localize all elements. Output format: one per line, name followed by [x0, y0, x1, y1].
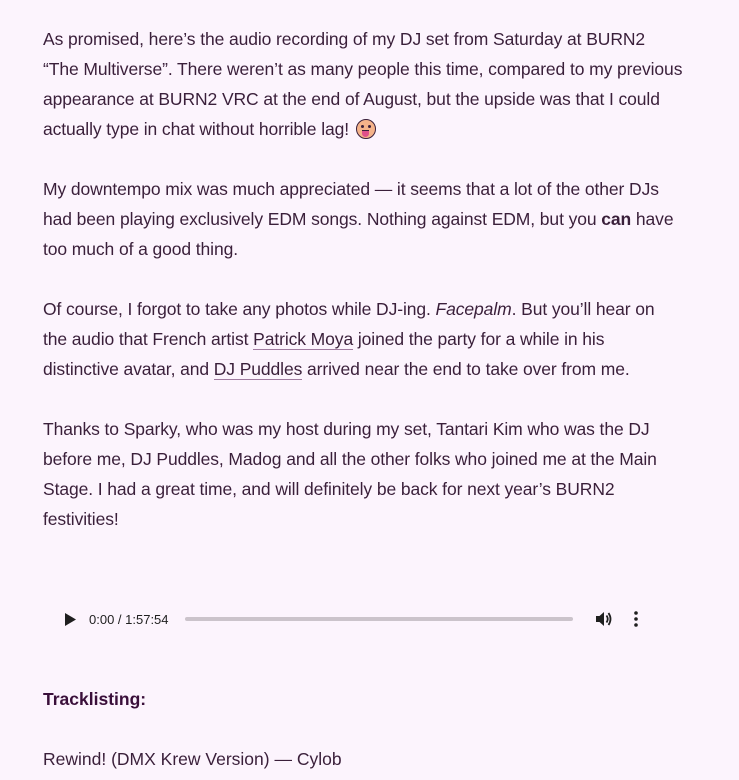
paragraph-3-text-a: Of course, I forgot to take any photos while DJ-ing.: [43, 299, 436, 319]
paragraph-3-text-d: arrived near the end to take over from me.: [302, 359, 630, 379]
paragraph-1-text: As promised, here’s the audio recording of my DJ set from Saturday at BURN2 “The Multiverse”. There weren’t as many people this time, compared to my previous appearance at BURN2 VRC at the end of August, but the upside was that I could actually type in chat without horrible lag!: [43, 29, 683, 139]
volume-button[interactable]: [595, 610, 613, 628]
paragraph-3: [43, 294, 683, 384]
paragraph-2-bold: can: [601, 209, 632, 229]
audio-player[interactable]: [43, 596, 663, 642]
paragraph-2: [43, 174, 683, 264]
audio-time: 0:00 / 1:57:54: [89, 611, 169, 627]
more-options-button[interactable]: [627, 610, 645, 628]
face-with-tongue-emoji-icon: [356, 119, 376, 139]
play-button[interactable]: [63, 612, 77, 626]
paragraph-2-text-before: My downtempo mix was much appreciated — it seems that a lot of the other DJs had been playing exclusively EDM songs. Nothing against EDM, but you: [43, 179, 659, 229]
audio-progress-bar[interactable]: [185, 617, 573, 621]
link-dj-puddles[interactable]: DJ Puddles: [213, 359, 303, 379]
tracklist-heading: Tracklisting:: [43, 689, 147, 709]
more-options-icon: [634, 611, 638, 627]
play-icon: [65, 613, 76, 626]
paragraph-4-text: Thanks to Sparky, who was my host during my set, Tantari Kim who was the DJ before me, DJ Puddles, Madog and all the other folks who joined me at the Main Stage. I had a great time, and will definitely be back for next year’s BURN2 festivities!: [43, 419, 657, 529]
paragraph-3-text-b: . But you’ll hear on the audio that French artist: [43, 299, 655, 349]
volume-icon: [596, 611, 613, 627]
paragraph-3-italic: Facepalm: [435, 299, 512, 319]
track-item: Rewind! (DMX Krew Version) — Cylob: [43, 749, 342, 769]
paragraph-2-text-after: have too much of a good thing.: [43, 209, 674, 259]
paragraph-1: [43, 24, 683, 144]
paragraph-3-text-c: joined the party for a while in his distinctive avatar, and: [43, 329, 605, 379]
post-body: [43, 24, 683, 564]
link-patrick-moya[interactable]: Patrick Moya: [253, 329, 354, 349]
paragraph-4: [43, 414, 683, 534]
